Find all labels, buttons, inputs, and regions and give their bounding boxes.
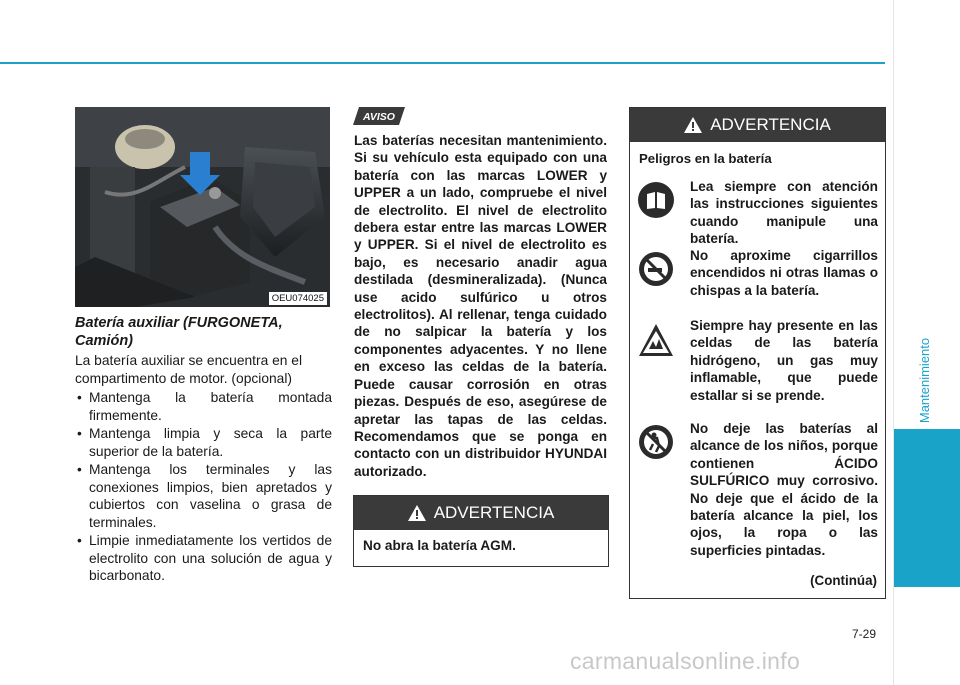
warning-header xyxy=(630,108,885,142)
section-title: Batería auxiliar (FURGONETA, Camión) xyxy=(75,315,283,349)
section-intro: La batería auxiliar se encuentra en el compartimento de motor. (opcional) xyxy=(75,353,303,386)
warning-intro: Peligros en la batería xyxy=(639,151,772,166)
keep-away-children-icon xyxy=(638,424,674,460)
photo-code: OEU074025 xyxy=(269,292,327,305)
aviso-badge xyxy=(353,107,405,125)
warning-box-agm xyxy=(353,495,609,567)
list-item: • Mantenga limpia y seca la parte superior de la batería. xyxy=(75,425,332,460)
continued-label: (Continúa) xyxy=(810,573,877,588)
list-item: • Mantenga la batería montada firmemente. xyxy=(75,389,332,424)
warning-icon xyxy=(684,117,702,133)
maintenance-list xyxy=(75,389,332,586)
section-tab xyxy=(894,429,960,587)
hazard-text: Lea siempre con atención las instrucciones siguientes cuando manipule una batería. xyxy=(690,179,878,247)
page-number: 7-29 xyxy=(852,627,877,641)
read-manual-icon xyxy=(638,182,674,218)
pointer-arrow-shaft xyxy=(190,152,210,177)
engine-photo-illustration xyxy=(75,107,330,307)
aviso-text: Las baterías necesitan mantenimiento. Si su vehículo esta equipado con una batería con las marcas LOWER y UPPER a un lado, compruebe el nivel de electrolito. El nivel de electrolito debera estar entre las marcas LOWER y UPPER. Si el nivel de electrolito es bajo, es necesario anadir agua destilada (desmineralizada). (Nunca use acido sulfúrico u otros electrolitos). Al rellenar, tenga cuidado de no salpicar la batería y los componentes adyacentes. Y no llene en exceso las celdas de la batería. Puede causar corrosión en otras piezas. Después de eso, asegúrese de apretar las tapas de las celdas. Recomendamos que se ponga en contacto con un distribuidor HYUNDAI autorizado. xyxy=(354,133,607,479)
warning-text: No abra la batería AGM. xyxy=(363,538,516,553)
no-smoking-icon xyxy=(638,251,674,287)
warning-header xyxy=(354,496,608,530)
warning-box-battery-hazards xyxy=(629,107,886,599)
warning-header-label: ADVERTENCIA xyxy=(433,503,555,522)
explosive-gas-icon xyxy=(638,323,674,359)
header-rule xyxy=(0,62,885,64)
aviso-label: AVISO xyxy=(363,111,395,123)
warning-icon xyxy=(408,505,426,521)
hazard-text: Siempre hay presente en las celdas de las batería hidrógeno, un gas muy inflamable, que puede estallar si se prende. xyxy=(690,318,878,403)
watermark: carmanualsonline.info xyxy=(570,648,801,674)
hazard-text: No aproxime cigarrillos encendidos ni otras llamas o chispas a la batería. xyxy=(690,248,878,298)
section-tab-label: Mantenimiento xyxy=(917,337,933,423)
engine-bay-photo xyxy=(75,107,330,307)
list-item: • Mantenga los terminales y las conexiones limpios, bien apretados y cubiertos con vaselina o grasa de terminales. xyxy=(75,461,332,531)
warning-header-label: ADVERTENCIA xyxy=(710,115,831,134)
hazard-text: No deje las baterías al alcance de los niños, porque contienen ÁCIDO SULFÚRICO muy corrosivo. No deje que el ácido de la batería alcance la piel, los ojos, la ropa o las superficies pintadas. xyxy=(690,421,878,558)
list-item: • Limpie inmediatamente los vertidos de electrolito con una solución de agua y bicarbonato. xyxy=(75,532,332,585)
